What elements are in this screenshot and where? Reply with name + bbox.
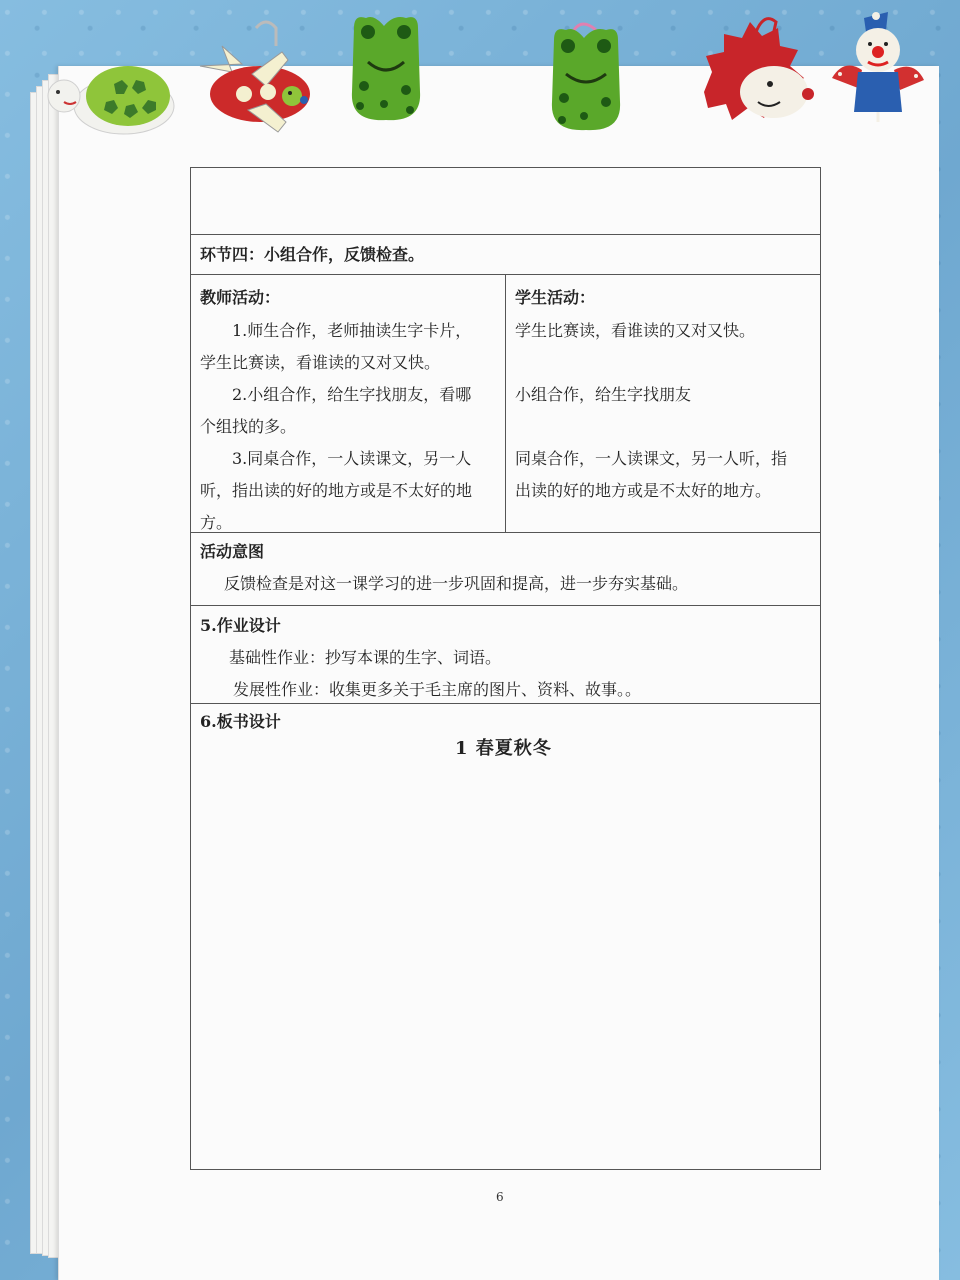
student-line: 同桌合作，一人读课文，另一人听，指: [515, 449, 788, 468]
homework-basic: 基础性作业：抄写本课的生字、词语。: [229, 648, 502, 667]
table-row-empty: [191, 168, 820, 235]
homework-extended: 发展性作业：收集更多关于毛主席的图片、资料、故事。。: [233, 680, 642, 699]
frog-clip-icon: [544, 20, 630, 134]
student-line: 学生比赛读，看谁读的又对又快。: [515, 321, 756, 340]
table-row-section4: [191, 235, 820, 275]
teacher-line: 方。: [200, 513, 233, 532]
table-row-activities: [191, 275, 820, 533]
teacher-line: 个组找的多。: [200, 417, 297, 436]
teacher-line: 2.小组合作，给生字找朋友，看哪: [232, 385, 472, 404]
student-line: 出读的好的地方或是不太好的地方。: [515, 481, 772, 500]
table-row-intent: [191, 533, 820, 606]
intent-heading: 活动意图: [200, 542, 265, 561]
homework-heading: 5.作业设计: [200, 616, 281, 635]
frog-clip-icon: [344, 12, 428, 124]
table-row-homework: [191, 606, 820, 704]
student-activity-heading: 学生活动：: [515, 288, 596, 307]
hedgehog-clip-icon: [698, 12, 822, 126]
teacher-line: 听，指出读的好的地方或是不太好的地: [200, 481, 473, 500]
section4-title: 环节四：小组合作，反馈检查。: [200, 245, 425, 264]
intent-text: 反馈检查是对这一课学习的进一步巩固和提高，进一步夯实基础。: [224, 574, 689, 593]
page-number: 6: [496, 1190, 504, 1204]
clown-clip-icon: [828, 8, 938, 126]
column-divider: [505, 275, 506, 532]
turtle-clip-icon: [44, 44, 184, 144]
teacher-activity-heading: 教师活动：: [200, 288, 281, 307]
lesson-plan-table: [190, 167, 821, 1170]
teacher-line: 学生比赛读，看谁读的又对又快。: [200, 353, 441, 372]
student-line: 小组合作，给生字找朋友: [515, 385, 692, 404]
teacher-line: 1.师生合作，老师抽读生字卡片，: [232, 321, 472, 340]
board-heading: 6.板书设计: [200, 712, 281, 731]
table-row-board: [191, 704, 820, 1169]
teacher-line: 3.同桌合作，一人读课文，另一人: [232, 449, 472, 468]
airplane-clip-icon: [192, 16, 317, 136]
board-title: 1 春夏秋冬: [455, 738, 552, 759]
